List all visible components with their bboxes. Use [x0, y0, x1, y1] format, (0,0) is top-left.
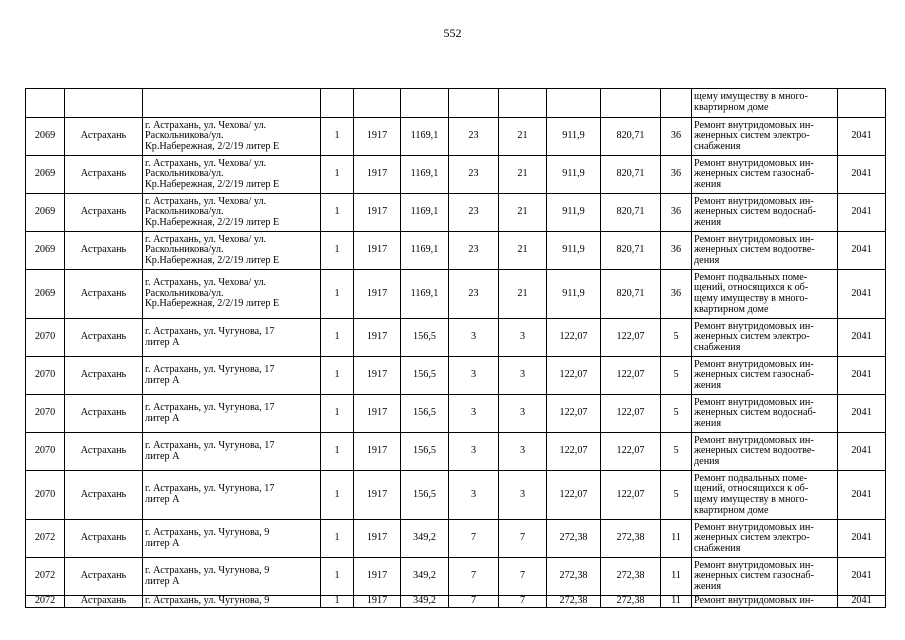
year-cell: 1917	[354, 118, 401, 156]
work-type-cell: Ремонт внутридомовых ин- женерных систем газоснаб- жения	[692, 558, 838, 596]
city-cell: Астрахань	[65, 232, 143, 270]
year-cell: 1917	[354, 471, 401, 520]
living-area-cell: 122,07	[547, 395, 601, 433]
registered-cell: 21	[499, 194, 547, 232]
floors-cell: 1	[321, 270, 354, 319]
planned-year-cell: 2041	[838, 194, 886, 232]
year-cell: 1917	[354, 357, 401, 395]
floors-cell: 1	[321, 319, 354, 357]
premises-area-cell: 122,07	[601, 471, 661, 520]
total-area-cell: 1169,1	[401, 270, 449, 319]
work-type-cell: Ремонт внутридомовых ин- женерных систем газоснаб- жения	[692, 357, 838, 395]
total-area-cell: 1169,1	[401, 118, 449, 156]
count-cell: 5	[661, 319, 692, 357]
premises-area-cell: 272,38	[601, 596, 661, 608]
table-row	[26, 232, 886, 270]
address-cell: г. Астрахань, ул. Чехова/ ул. Раскольникова/ул. Кр.Набережная, 2/2/19 литер Е	[143, 118, 321, 156]
year-cell: 1917	[354, 558, 401, 596]
work-type-cell: Ремонт подвальных поме- щений, относящихся к об- щему имуществу в много- квартирном доме	[692, 471, 838, 520]
table-row	[26, 357, 886, 395]
row-number-cell: 2069	[26, 270, 65, 319]
premises-area-cell: 820,71	[601, 156, 661, 194]
address-cell: г. Астрахань, ул. Чугунова, 17 литер А	[143, 357, 321, 395]
table-body	[26, 89, 886, 608]
total-area-cell: 1169,1	[401, 194, 449, 232]
planned-year-cell: 2041	[838, 357, 886, 395]
count-cell: 11	[661, 520, 692, 558]
count-cell: 11	[661, 558, 692, 596]
count-cell: 36	[661, 232, 692, 270]
row-number-cell: 2070	[26, 357, 65, 395]
total-area-cell: 156,5	[401, 433, 449, 471]
work-type-cell: Ремонт внутридомовых ин- женерных систем водоотве- дения	[692, 232, 838, 270]
city-cell: Астрахань	[65, 395, 143, 433]
residents-cell: 3	[449, 433, 499, 471]
premises-area-cell: 820,71	[601, 270, 661, 319]
total-area-cell: 156,5	[401, 395, 449, 433]
registered-cell: 7	[499, 520, 547, 558]
living-area-cell: 272,38	[547, 596, 601, 608]
row-number-cell: 2070	[26, 395, 65, 433]
planned-year-cell: 2041	[838, 118, 886, 156]
total-area-cell: 349,2	[401, 558, 449, 596]
year-cell: 1917	[354, 395, 401, 433]
premises-area-cell: 272,38	[601, 558, 661, 596]
row-number-cell: 2072	[26, 520, 65, 558]
address-cell: г. Астрахань, ул. Чугунова, 17 литер А	[143, 395, 321, 433]
row-number-cell: 2069	[26, 118, 65, 156]
year-cell: 1917	[354, 433, 401, 471]
work-type-cell: щему имуществу в много- квартирном доме	[692, 89, 838, 118]
residents-cell: 3	[449, 395, 499, 433]
registered-cell: 21	[499, 118, 547, 156]
planned-year-cell: 2041	[838, 319, 886, 357]
count-cell: 36	[661, 156, 692, 194]
floors-cell: 1	[321, 558, 354, 596]
living-area-cell: 272,38	[547, 520, 601, 558]
city-cell: Астрахань	[65, 596, 143, 608]
address-cell: г. Астрахань, ул. Чехова/ ул. Раскольникова/ул. Кр.Набережная, 2/2/19 литер Е	[143, 270, 321, 319]
living-area-cell: 272,38	[547, 558, 601, 596]
year-cell: 1917	[354, 520, 401, 558]
total-area-cell: 1169,1	[401, 156, 449, 194]
city-cell: Астрахань	[65, 471, 143, 520]
residents-cell: 7	[449, 558, 499, 596]
register-table	[25, 88, 886, 608]
work-type-cell: Ремонт внутридомовых ин- женерных систем водоснаб- жения	[692, 194, 838, 232]
address-cell: г. Астрахань, ул. Чехова/ ул. Раскольникова/ул. Кр.Набережная, 2/2/19 литер Е	[143, 194, 321, 232]
total-area-cell: 349,2	[401, 520, 449, 558]
city-cell: Астрахань	[65, 194, 143, 232]
planned-year-cell: 2041	[838, 520, 886, 558]
premises-area-cell: 820,71	[601, 232, 661, 270]
registered-cell: 21	[499, 270, 547, 319]
address-cell: г. Астрахань, ул. Чехова/ ул. Раскольникова/ул. Кр.Набережная, 2/2/19 литер Е	[143, 156, 321, 194]
year-cell: 1917	[354, 319, 401, 357]
premises-area-cell: 820,71	[601, 118, 661, 156]
city-cell: Астрахань	[65, 156, 143, 194]
registered-cell: 3	[499, 433, 547, 471]
table-row	[26, 520, 886, 558]
year-cell: 1917	[354, 270, 401, 319]
registered-cell: 7	[499, 558, 547, 596]
row-number-cell: 2072	[26, 596, 65, 608]
work-type-cell: Ремонт внутридомовых ин- женерных систем водоснаб- жения	[692, 395, 838, 433]
total-area-cell: 349,2	[401, 596, 449, 608]
address-cell: г. Астрахань, ул. Чугунова, 17 литер А	[143, 433, 321, 471]
count-cell: 5	[661, 471, 692, 520]
city-cell: Астрахань	[65, 558, 143, 596]
floors-cell: 1	[321, 156, 354, 194]
living-area-cell: 911,9	[547, 270, 601, 319]
floors-cell: 1	[321, 232, 354, 270]
floors-cell: 1	[321, 395, 354, 433]
city-cell: Астрахань	[65, 118, 143, 156]
address-cell: г. Астрахань, ул. Чехова/ ул. Раскольникова/ул. Кр.Набережная, 2/2/19 литер Е	[143, 232, 321, 270]
planned-year-cell: 2041	[838, 558, 886, 596]
residents-cell: 23	[449, 156, 499, 194]
city-cell: Астрахань	[65, 433, 143, 471]
premises-area-cell: 122,07	[601, 433, 661, 471]
row-number-cell: 2070	[26, 433, 65, 471]
premises-area-cell: 272,38	[601, 520, 661, 558]
registered-cell: 3	[499, 319, 547, 357]
total-area-cell: 156,5	[401, 471, 449, 520]
planned-year-cell: 2041	[838, 596, 886, 608]
registered-cell: 7	[499, 596, 547, 608]
count-cell: 36	[661, 118, 692, 156]
count-cell: 36	[661, 194, 692, 232]
living-area-cell: 911,9	[547, 232, 601, 270]
floors-cell: 1	[321, 520, 354, 558]
planned-year-cell: 2041	[838, 471, 886, 520]
row-number-cell: 2069	[26, 194, 65, 232]
planned-year-cell: 2041	[838, 270, 886, 319]
row-number-cell: 2070	[26, 319, 65, 357]
registered-cell: 3	[499, 471, 547, 520]
work-type-cell: Ремонт внутридомовых ин- женерных систем водоотве- дения	[692, 433, 838, 471]
row-number-cell: 2070	[26, 471, 65, 520]
work-type-cell: Ремонт внутридомовых ин- женерных систем электро- снабжения	[692, 118, 838, 156]
count-cell: 5	[661, 357, 692, 395]
residents-cell: 3	[449, 471, 499, 520]
year-cell: 1917	[354, 596, 401, 608]
address-cell: г. Астрахань, ул. Чугунова, 9 литер А	[143, 558, 321, 596]
premises-area-cell: 122,07	[601, 395, 661, 433]
floors-cell: 1	[321, 433, 354, 471]
address-cell: г. Астрахань, ул. Чугунова, 17 литер А	[143, 319, 321, 357]
table-row	[26, 558, 886, 596]
residents-cell: 3	[449, 357, 499, 395]
premises-area-cell: 122,07	[601, 357, 661, 395]
registered-cell: 3	[499, 357, 547, 395]
premises-area-cell: 122,07	[601, 319, 661, 357]
table-row-continuation	[26, 89, 886, 118]
registered-cell: 21	[499, 232, 547, 270]
residents-cell: 23	[449, 232, 499, 270]
work-type-cell: Ремонт внутридомовых ин- женерных систем газоснаб- жения	[692, 156, 838, 194]
table-row	[26, 319, 886, 357]
living-area-cell: 911,9	[547, 156, 601, 194]
premises-area-cell: 820,71	[601, 194, 661, 232]
table-row	[26, 194, 886, 232]
city-cell: Астрахань	[65, 270, 143, 319]
address-cell: г. Астрахань, ул. Чугунова, 17 литер А	[143, 471, 321, 520]
living-area-cell: 122,07	[547, 357, 601, 395]
living-area-cell: 122,07	[547, 471, 601, 520]
count-cell: 5	[661, 395, 692, 433]
table-row	[26, 118, 886, 156]
total-area-cell: 156,5	[401, 319, 449, 357]
registered-cell: 21	[499, 156, 547, 194]
row-number-cell: 2072	[26, 558, 65, 596]
count-cell: 5	[661, 433, 692, 471]
work-type-cell: Ремонт внутридомовых ин-	[692, 596, 838, 608]
residents-cell: 23	[449, 270, 499, 319]
living-area-cell: 122,07	[547, 319, 601, 357]
page-number: 552	[443, 26, 462, 40]
planned-year-cell: 2041	[838, 395, 886, 433]
table-row	[26, 471, 886, 520]
work-type-cell: Ремонт внутридомовых ин- женерных систем электро- снабжения	[692, 520, 838, 558]
table-row	[26, 596, 886, 608]
row-number-cell: 2069	[26, 156, 65, 194]
year-cell: 1917	[354, 232, 401, 270]
living-area-cell: 122,07	[547, 433, 601, 471]
residents-cell: 23	[449, 118, 499, 156]
residents-cell: 3	[449, 319, 499, 357]
living-area-cell: 911,9	[547, 194, 601, 232]
planned-year-cell: 2041	[838, 156, 886, 194]
floors-cell: 1	[321, 194, 354, 232]
table-row	[26, 156, 886, 194]
floors-cell: 1	[321, 118, 354, 156]
table-row	[26, 395, 886, 433]
count-cell: 11	[661, 596, 692, 608]
city-cell: Астрахань	[65, 357, 143, 395]
registered-cell: 3	[499, 395, 547, 433]
work-type-cell: Ремонт внутридомовых ин- женерных систем электро- снабжения	[692, 319, 838, 357]
residents-cell: 7	[449, 520, 499, 558]
work-type-cell: Ремонт подвальных поме- щений, относящихся к об- щему имуществу в много- квартирном доме	[692, 270, 838, 319]
residents-cell: 23	[449, 194, 499, 232]
table-row	[26, 270, 886, 319]
floors-cell: 1	[321, 471, 354, 520]
row-number-cell: 2069	[26, 232, 65, 270]
count-cell: 36	[661, 270, 692, 319]
planned-year-cell: 2041	[838, 232, 886, 270]
planned-year-cell: 2041	[838, 433, 886, 471]
total-area-cell: 156,5	[401, 357, 449, 395]
living-area-cell: 911,9	[547, 118, 601, 156]
year-cell: 1917	[354, 194, 401, 232]
address-cell: г. Астрахань, ул. Чугунова, 9	[143, 596, 321, 608]
floors-cell: 1	[321, 596, 354, 608]
year-cell: 1917	[354, 156, 401, 194]
city-cell: Астрахань	[65, 520, 143, 558]
address-cell: г. Астрахань, ул. Чугунова, 9 литер А	[143, 520, 321, 558]
total-area-cell: 1169,1	[401, 232, 449, 270]
table-row	[26, 433, 886, 471]
city-cell: Астрахань	[65, 319, 143, 357]
residents-cell: 7	[449, 596, 499, 608]
floors-cell: 1	[321, 357, 354, 395]
